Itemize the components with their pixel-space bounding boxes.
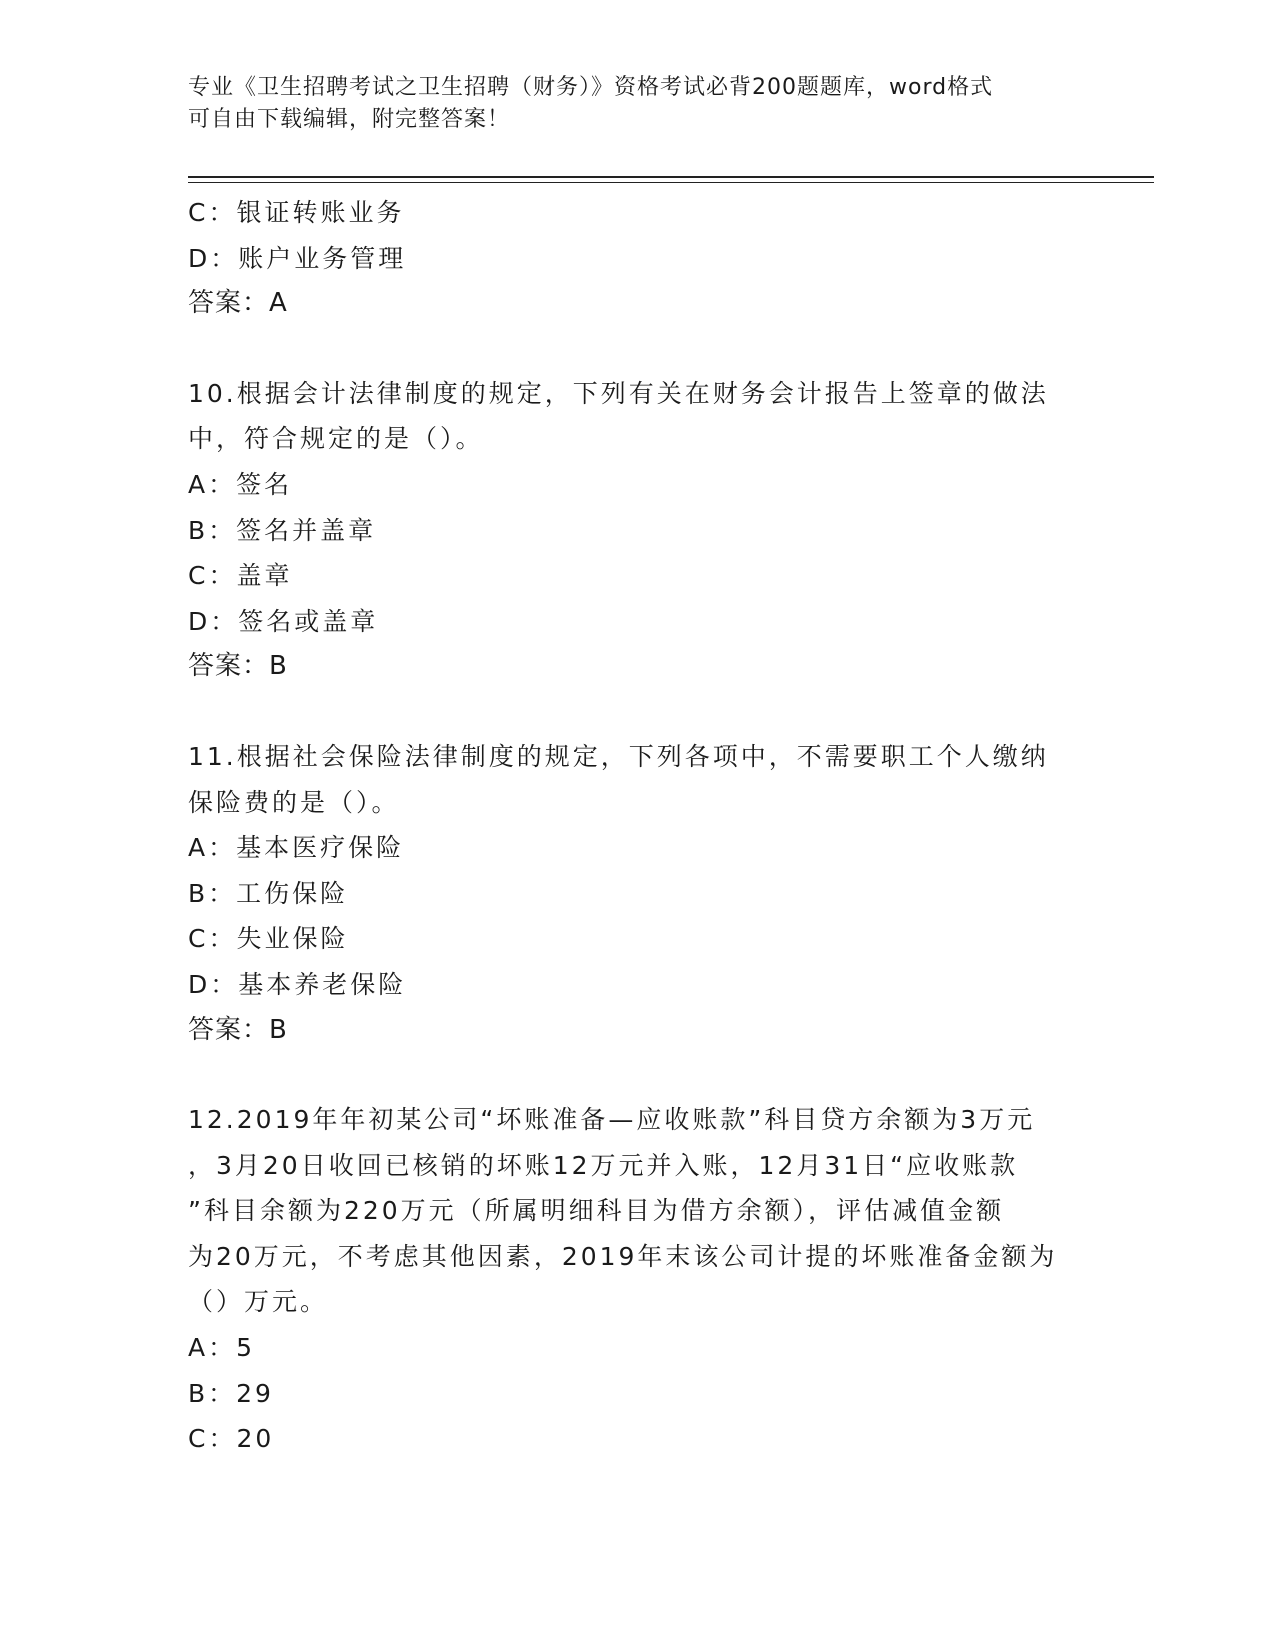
question-stem-line: ，3月20日收回已核销的坏账12万元并入账，12月31日“应收账款 bbox=[188, 1150, 1019, 1180]
option-b: B：29 bbox=[188, 1378, 274, 1408]
answer-label: 答案：A bbox=[188, 288, 288, 319]
option-a: A：基本医疗保险 bbox=[188, 833, 405, 863]
option-b: B：签名并盖章 bbox=[188, 515, 377, 545]
option-a: A：签名 bbox=[188, 469, 293, 499]
answer-label: 答案：B bbox=[188, 1014, 288, 1045]
question-stem-line: 保险费的是（）。 bbox=[188, 787, 400, 817]
option-d: D：账户业务管理 bbox=[188, 243, 407, 273]
option-d: D：基本养老保险 bbox=[188, 969, 407, 999]
question-block-10 bbox=[188, 371, 1088, 690]
document-header bbox=[188, 72, 1068, 136]
option-c: C：失业保险 bbox=[188, 924, 349, 954]
question-stem-line: 10.根据会计法律制度的规定，下列有关在财务会计报告上签章的做法 bbox=[188, 378, 1049, 408]
spacer bbox=[188, 327, 1088, 371]
question-content bbox=[188, 190, 1088, 1462]
option-c: C：银证转账业务 bbox=[188, 198, 405, 227]
option-c: C：20 bbox=[188, 1424, 275, 1454]
header-divider-thin bbox=[188, 182, 1154, 183]
question-block-12 bbox=[188, 1097, 1088, 1462]
question-block-9 bbox=[188, 190, 1088, 327]
question-stem-line: ”科目余额为220万元（所属明细科目为借方余额），评估减值金额 bbox=[188, 1196, 1005, 1226]
question-stem-line: 为20万元，不考虑其他因素，2019年末该公司计提的坏账准备金额为 bbox=[188, 1241, 1058, 1271]
answer-label: 答案：B bbox=[188, 651, 288, 682]
option-a: A：5 bbox=[188, 1333, 256, 1363]
option-c: C：盖章 bbox=[188, 561, 293, 591]
header-divider-thick bbox=[188, 176, 1154, 178]
option-d: D：签名或盖章 bbox=[188, 606, 379, 636]
header-line-1: 专业《卫生招聘考试之卫生招聘（财务）》资格考试必背200题题库，word格式 bbox=[188, 75, 994, 100]
option-b: B：工伤保险 bbox=[188, 878, 349, 908]
spacer bbox=[188, 690, 1088, 734]
question-stem-line: 12.2019年年初某公司“坏账准备—应收账款”科目贷方余额为3万元 bbox=[188, 1105, 1036, 1135]
question-stem-line: 中，符合规定的是（）。 bbox=[188, 424, 484, 454]
question-stem-line: （）万元。 bbox=[188, 1287, 329, 1317]
header-line-2: 可自由下载编辑，附完整答案！ bbox=[188, 107, 511, 132]
spacer bbox=[188, 1053, 1088, 1097]
question-block-11 bbox=[188, 734, 1088, 1053]
question-stem-line: 11.根据社会保险法律制度的规定，下列各项中，不需要职工个人缴纳 bbox=[188, 741, 1049, 771]
